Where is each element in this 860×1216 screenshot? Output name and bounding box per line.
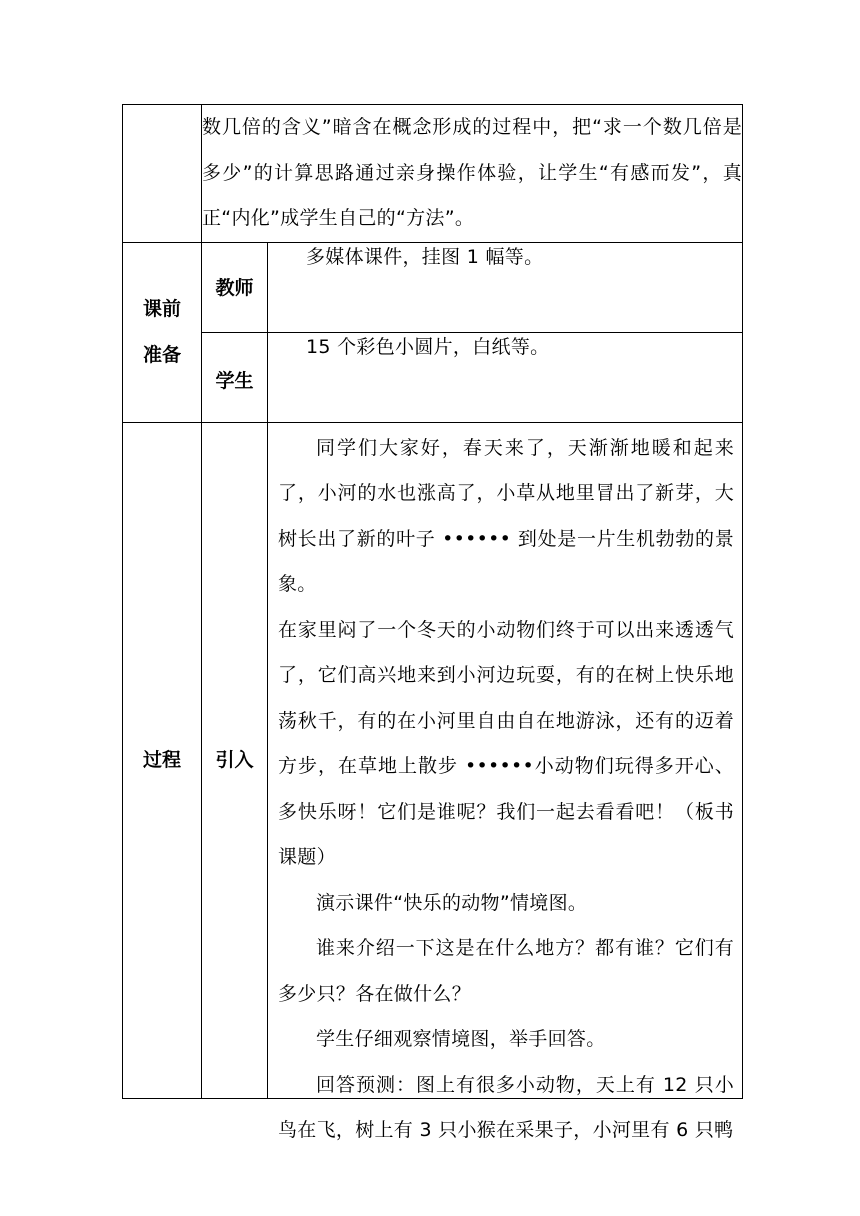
- process-content: [268, 423, 742, 1141]
- preparation-label-cell: [123, 242, 202, 422]
- teacher-content: 多媒体课件，挂图 1 幅等。: [306, 245, 544, 268]
- teacher-content-cell: [268, 242, 743, 332]
- preparation-label-line2: 准备: [142, 344, 181, 366]
- process-paragraph-2: 在家里闷了一个冬天的小动物们终于可以出来透透气了，它们高兴地来到小河边玩耍，有的在树上快乐地荡秋千，有的在小河里自由自在地游泳，还有的迈着方步，在草地上散步 ••••••小动物们玩得多开心、多快乐呀！它们是谁呢？我们一起去看看吧！（板书课题）: [278, 618, 735, 868]
- process-paragraph-4: 谁来介绍一下这是在什么地方？都有谁？它们有多少只？各在做什么？: [278, 937, 735, 1005]
- process-label: 过程: [142, 749, 181, 771]
- intro-text-cell: [202, 105, 743, 243]
- student-label-cell: [202, 332, 268, 422]
- intro-row: [123, 105, 743, 243]
- process-paragraph-1: 同学们大家好，春天来了，天渐渐地暖和起来了，小河的水也涨高了，小草从地里冒出了新芽，大树长出了新的叶子 •••••• 到处是一片生机勃勃的景象。: [278, 436, 735, 595]
- teacher-label: 教师: [215, 276, 254, 299]
- intro-empty-cell: [123, 105, 202, 243]
- process-paragraph-3: 演示课件“快乐的动物”情境图。: [316, 891, 588, 914]
- preparation-label-line1: 课前: [142, 298, 181, 320]
- student-label: 学生: [215, 369, 254, 392]
- teacher-label-cell: [202, 242, 268, 332]
- process-label-cell: [123, 422, 202, 1098]
- student-content: 15 个彩色小圆片，白纸等。: [306, 335, 550, 358]
- stage-label-cell: [202, 422, 268, 1098]
- student-content-cell: [268, 332, 743, 422]
- process-paragraph-5: 学生仔细观察情境图，举手回答。: [316, 1028, 606, 1050]
- lesson-plan-table: [122, 104, 743, 1141]
- process-content-cell: [268, 422, 743, 1141]
- preparation-teacher-row: [123, 242, 743, 332]
- preparation-student-row: [123, 332, 743, 422]
- process-paragraph-6: 回答预测：图上有很多小动物，天上有 12 只小鸟在飞，树上有 3 只小猴在采果子，小河里有 6 只鸭: [278, 1073, 735, 1141]
- stage-label: 引入: [215, 749, 254, 771]
- process-row: [123, 422, 743, 1098]
- intro-paragraph: 数几倍的含义”暗含在概念形成的过程中，把“求一个数几倍是多少”的计算思路通过亲身操作体验，让学生“有感而发”，真正“内化”成学生自己的“方法”。: [202, 116, 743, 229]
